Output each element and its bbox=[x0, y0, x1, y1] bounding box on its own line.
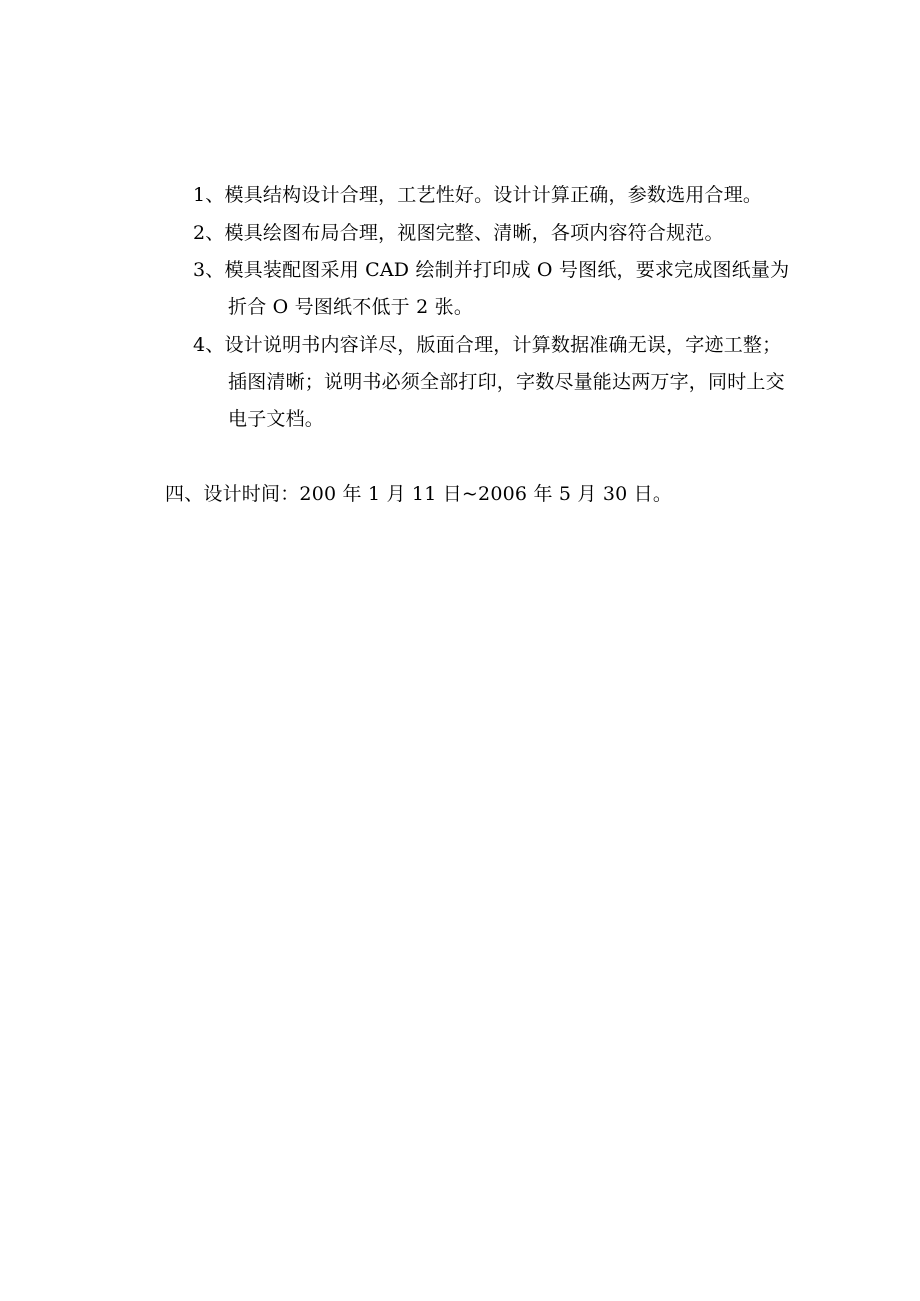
requirement-1: 1、模具结构设计合理，工艺性好。设计计算正确，参数选用合理。 bbox=[193, 184, 763, 206]
requirement-2: 2、模具绘图布局合理，视图完整、清晰，各项内容符合规范。 bbox=[193, 222, 724, 244]
requirement-4-continued: 插图清晰；说明书必须全部打印，字数尽量能达两万字，同时上交 bbox=[228, 371, 785, 393]
requirement-4-continued-2: 电子文档。 bbox=[228, 408, 325, 430]
requirement-4: 4、设计说明书内容详尽，版面合理，计算数据准确无误，字迹工整； bbox=[193, 334, 782, 356]
design-time-section: 四、设计时间：200 年 1 月 11 日~2006 年 5 月 30 日。 bbox=[165, 483, 673, 505]
requirement-3: 3、模具装配图采用 CAD 绘制并打印成 O 号图纸，要求完成图纸量为 bbox=[193, 259, 790, 281]
requirement-3-continued: 折合 O 号图纸不低于 2 张。 bbox=[228, 296, 474, 318]
